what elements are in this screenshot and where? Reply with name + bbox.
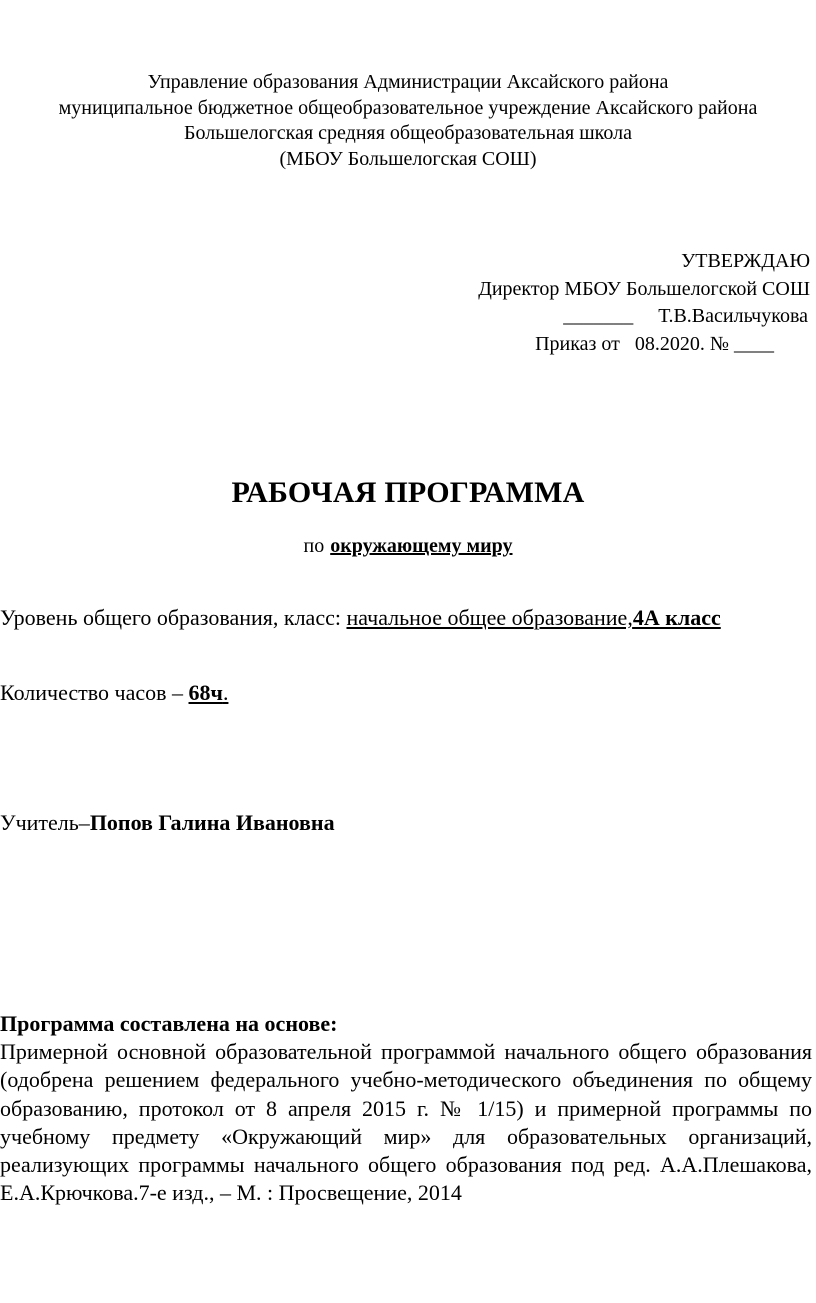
education-level-label: Уровень общего образования, класс:	[0, 605, 347, 630]
header-line-school: Большелогская средняя общеобразовательная школа	[184, 122, 632, 144]
education-level-line	[0, 605, 816, 631]
header-line-institution: муниципальное бюджетное общеобразовательное учреждение Аксайского района	[58, 96, 758, 119]
subject-line	[0, 535, 816, 558]
institution-header	[0, 70, 816, 172]
hours-value: 68ч	[188, 680, 223, 705]
basis-heading: Программа составлена на основе:	[0, 1011, 338, 1036]
header-line-abbreviation: (МБОУ Большелогская СОШ)	[279, 147, 537, 170]
teacher-label: Учитель–	[0, 810, 90, 835]
hours-line	[0, 680, 228, 706]
header-line-administration: Управление образования Администрации Аксайского района	[147, 71, 669, 93]
approval-order: Приказ от 08.2020. № ____	[535, 332, 774, 355]
class-value: 4А класс	[632, 605, 721, 630]
approval-signature: _______ Т.В.Васильчукова	[563, 305, 808, 327]
approval-position: Директор МБОУ Большелогской СОШ	[478, 277, 810, 300]
approval-title: УТВЕРЖДАЮ	[681, 250, 810, 272]
teacher-name: Попов Галина Ивановна	[89, 810, 335, 835]
teacher-line	[0, 810, 335, 836]
hours-suffix: .	[222, 680, 229, 705]
document-title: РАБОЧАЯ ПРОГРАММА	[231, 476, 585, 509]
subject-prefix: по	[303, 535, 325, 557]
approval-block	[390, 248, 810, 358]
basis-text: Примерной основной образовательной программой начального общего образования (одобрена решением федерального учебно-методического объединения по общему образованию, протокол от 8 апреля 2015 г. № 1/15) и примерной программы по учебному предмету «Окружающий мир» для образовательных организаций, реализующих программы начального общего образования под ред. А.А.Плешакова, Е.А.Крючкова.7-е изд., – М. : Просвещение, 2014	[0, 1039, 812, 1206]
program-basis-section	[0, 1010, 812, 1207]
education-level-value: начальное общее образование,	[346, 605, 633, 630]
hours-label: Количество часов –	[0, 680, 189, 705]
subject-value: окружающему миру	[330, 535, 513, 557]
